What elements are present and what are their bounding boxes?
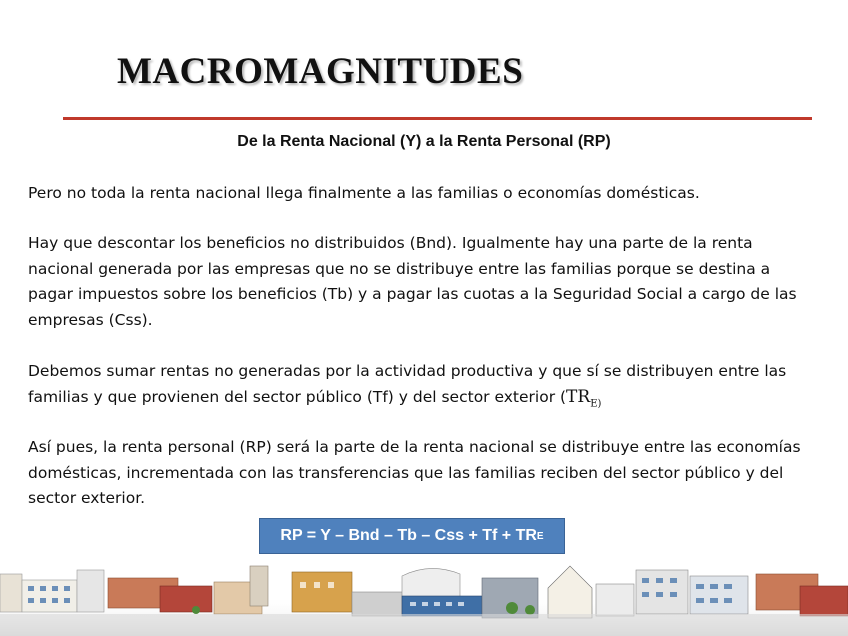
formula-box <box>259 518 565 554</box>
formula-subscript: E <box>536 530 544 542</box>
paragraph-3 <box>28 359 818 416</box>
title-underline <box>63 117 812 120</box>
city-skyline-illustration <box>0 556 848 636</box>
tre-subscript: E) <box>590 397 602 409</box>
slide-subtitle: De la Renta Nacional (Y) a la Renta Personal (RP) <box>237 133 611 150</box>
paragraph-4: Así pues, la renta personal (RP) será la parte de la renta nacional se distribuye entre las economías domésticas, incrementada con las transferencias que las familias reciben del sector público y del sector exterior. <box>28 438 801 507</box>
paragraph-3-text: Debemos sumar rentas no generadas por la actividad productiva y que sí se distribuyen entre las familias y que provienen del sector público (Tf) y del sector exterior ( <box>28 362 787 406</box>
tre-symbol <box>566 387 601 407</box>
formula-text: RP = Y – Bnd – Tb – Css + Tf + TR <box>280 527 537 544</box>
paragraph-2: Hay que descontar los beneficios no distribuidos (Bnd). Igualmente hay una parte de la renta nacional generada por las empresas que no se distribuye entre las familias porque se destina a pagar impuestos sobre los beneficios (Tb) y a pagar las cuotas a la Seguridad Social a cargo de las empresas (Css). <box>28 234 797 329</box>
paragraph-1: Pero no toda la renta nacional llega finalmente a las familias o economías domésticas. <box>28 184 700 202</box>
slide-title: MACROMAGNITUDES <box>117 51 524 92</box>
tre-letters: TR <box>566 386 591 407</box>
